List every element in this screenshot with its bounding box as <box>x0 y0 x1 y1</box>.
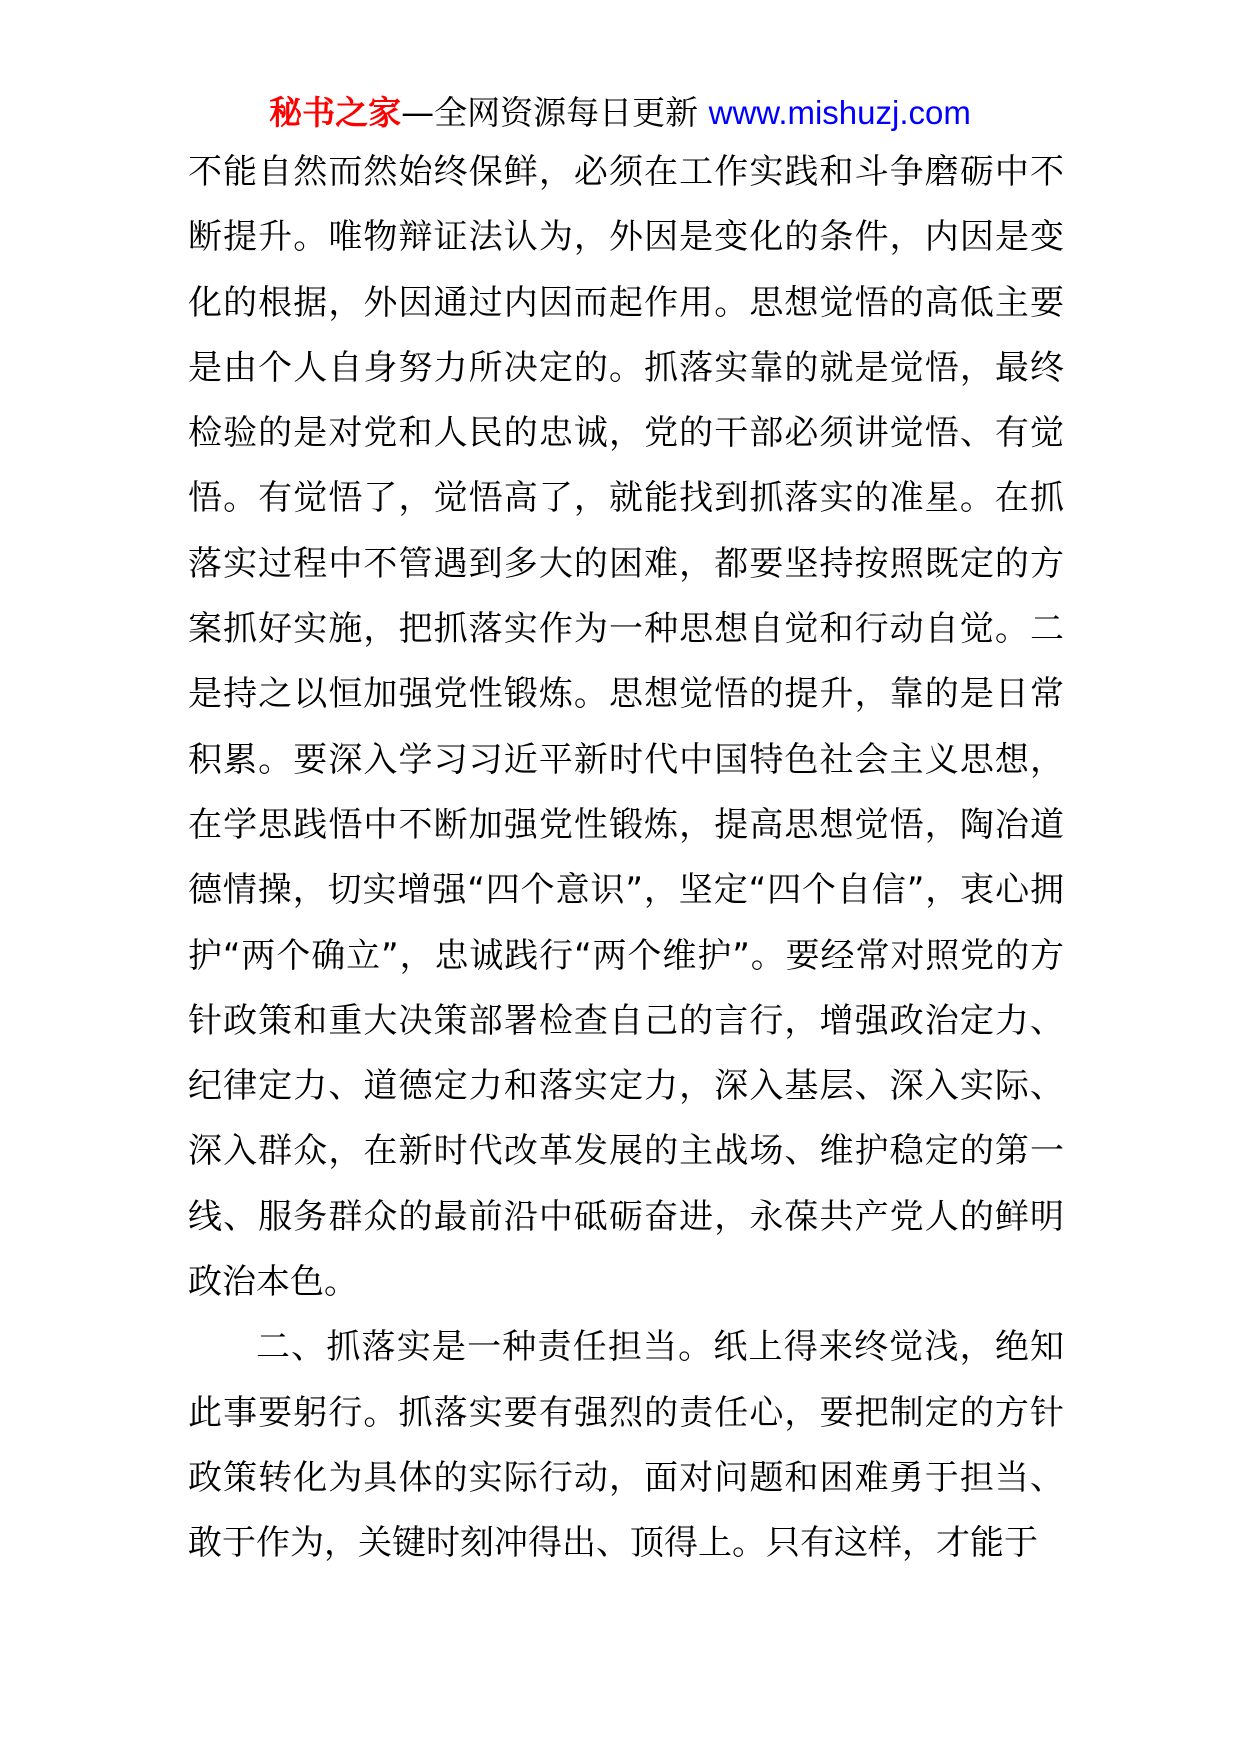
site-brand: 秘书之家 <box>269 93 402 132</box>
paragraph-continued: 不能自然而然始终保鲜，必须在工作实践和斗争磨砺中不断提升。唯物辩证法认为，外因是变化的条件，内因是变化的根据，外因通过内因而起作用。思想觉悟的高低主要是由个人自身努力所决定的。抓落实靠的就是觉悟，最终检验的是对党和人民的忠诚，党的干部必须讲觉悟、有觉悟。有觉悟了，觉悟高了，就能找到抓落实的准星。在抓落实过程中不管遇到多大的困难，都要坚持按照既定的方案抓好实施，把抓落实作为一种思想自觉和行动自觉。二是持之以恒加强党性锻炼。思想觉悟的提升，靠的是日常积累。要深入学习习近平新时代中国特色社会主义思想，在学思践悟中不断加强党性锻炼，提高思想觉悟，陶冶道德情操，切实增强“四个意识”，坚定“四个自信”，衷心拥护“两个确立”，忠诚践行“两个维护”。要经常对照党的方针政策和重大决策部署检查自己的言行，增强政治定力、纪律定力、道德定力和落实定力，深入基层、深入实际、深入群众，在新时代改革发展的主战场、维护稳定的第一线、服务群众的最前沿中砥砺奋进，永葆共产党人的鲜明政治本色。 <box>188 152 1064 1303</box>
paragraph-section-two: 二、抓落实是一种责任担当。纸上得来终觉浅，绝知此事要躬行。抓落实要有强烈的责任心，要把制定的方针政策转化为具体的实际行动，面对问题和困难勇于担当、敢于作为，关键时刻冲得出、顶得上。只有这样，才能于 <box>188 1327 1064 1564</box>
site-header <box>0 88 1240 138</box>
site-url-link[interactable]: www.mishuzj.com <box>708 94 971 131</box>
site-slogan: —全网资源每日更新 <box>401 93 709 132</box>
document-body <box>188 140 1064 1577</box>
